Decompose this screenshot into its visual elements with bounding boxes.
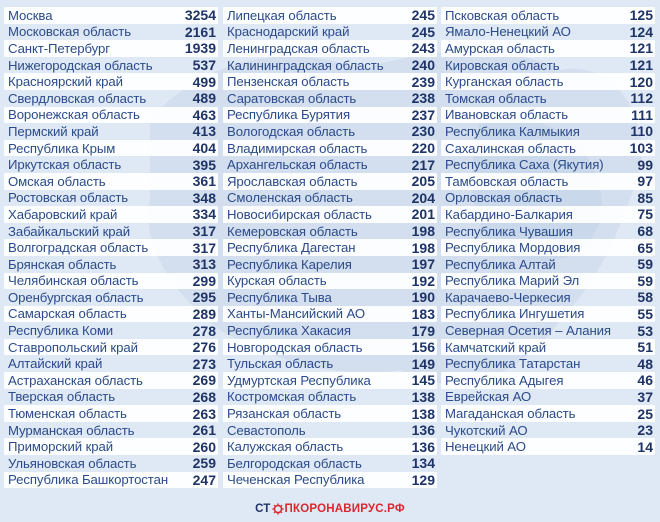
region-value: 237: [411, 106, 435, 123]
region-value: 51: [637, 339, 653, 356]
region-row: [223, 256, 437, 273]
region-row: [4, 40, 218, 57]
region-name: Республика Калмыкия: [445, 123, 580, 139]
region-value: 295: [192, 289, 216, 306]
region-name: Кабардино-Балкария: [445, 206, 573, 222]
region-name: Камчатский край: [445, 339, 546, 355]
region-name: Томская область: [445, 90, 547, 106]
region-name: Ростовская область: [8, 190, 129, 206]
region-row: [223, 40, 437, 57]
region-name: Республика Карелия: [227, 256, 352, 272]
region-name: Чукотский АО: [445, 422, 528, 438]
region-value: 198: [411, 239, 435, 256]
region-name: Орловская область: [445, 190, 563, 206]
region-value: 348: [192, 189, 216, 206]
region-value: 124: [629, 23, 653, 40]
region-name: Воронежская область: [8, 107, 140, 123]
region-value: 85: [637, 189, 653, 206]
region-value: 245: [411, 7, 435, 24]
region-value: 499: [192, 73, 216, 90]
region-value: 217: [411, 156, 435, 173]
region-name: Республика Дагестан: [227, 240, 356, 256]
region-name: Севастополь: [227, 422, 306, 438]
region-value: 278: [192, 322, 216, 339]
region-row: [441, 273, 655, 290]
region-row: [223, 322, 437, 339]
region-value: 197: [411, 256, 435, 273]
region-name: Ивановская область: [445, 107, 568, 123]
region-name: Тверская область: [8, 389, 116, 405]
region-name: Республика Саха (Якутия): [445, 157, 604, 173]
region-name: Калужская область: [227, 439, 344, 455]
footer: [0, 496, 660, 522]
region-value: 55: [637, 305, 653, 322]
region-value: 334: [192, 206, 216, 223]
region-row: [223, 239, 437, 256]
region-name: Пензенская область: [227, 74, 350, 90]
region-row: [223, 206, 437, 223]
region-row: [4, 24, 218, 41]
region-name: Саратовская область: [227, 90, 357, 106]
region-value: 46: [637, 372, 653, 389]
region-value: 260: [192, 438, 216, 455]
region-name: Забайкальский край: [8, 223, 130, 239]
region-name: Магаданская область: [445, 406, 576, 422]
region-value: 99: [637, 156, 653, 173]
region-name: Нижегородская область: [8, 57, 153, 73]
region-value: 261: [192, 422, 216, 439]
region-value: 129: [411, 471, 435, 488]
region-row: [4, 472, 218, 489]
region-name: Краснодарский край: [227, 24, 350, 40]
region-value: 201: [411, 206, 435, 223]
region-value: 103: [629, 140, 653, 157]
region-name: Ханты-Мансийский АО: [227, 306, 366, 322]
region-name: Республика Хакасия: [227, 323, 351, 339]
region-row: [441, 123, 655, 140]
region-row: [441, 40, 655, 57]
region-row: [441, 422, 655, 439]
region-row: [223, 355, 437, 372]
region-row: [4, 223, 218, 240]
region-name: Сахалинская область: [445, 140, 576, 156]
region-row: [4, 339, 218, 356]
region-value: 58: [637, 289, 653, 306]
region-value: 404: [192, 140, 216, 157]
region-row: [441, 206, 655, 223]
region-value: 23: [637, 422, 653, 439]
region-value: 75: [637, 206, 653, 223]
region-value: 120: [629, 73, 653, 90]
region-row: [223, 223, 437, 240]
region-value: 25: [637, 405, 653, 422]
region-row: [223, 57, 437, 74]
region-name: Вологодская область: [227, 123, 355, 139]
region-name: Ульяновская область: [8, 455, 137, 471]
region-row: [441, 372, 655, 389]
region-row: [4, 7, 218, 24]
region-row: [4, 355, 218, 372]
region-row: [223, 422, 437, 439]
region-name: Архангельская область: [227, 157, 368, 173]
region-value: 156: [411, 339, 435, 356]
region-value: 489: [192, 90, 216, 107]
region-name: Республика Бурятия: [227, 107, 350, 123]
region-value: 125: [629, 7, 653, 24]
region-row: [441, 223, 655, 240]
region-row: [223, 306, 437, 323]
region-row: [4, 389, 218, 406]
region-row: [441, 156, 655, 173]
region-name: Иркутская область: [8, 157, 122, 173]
region-row: [223, 455, 437, 472]
region-value: 220: [411, 140, 435, 157]
region-name: Курская область: [227, 273, 327, 289]
region-row: [223, 389, 437, 406]
region-value: 313: [192, 256, 216, 273]
region-row: [441, 306, 655, 323]
region-value: 134: [411, 455, 435, 472]
region-name: Кемеровская область: [227, 223, 358, 239]
region-value: 14: [637, 438, 653, 455]
region-row: [441, 322, 655, 339]
region-name: Новосибирская область: [227, 206, 372, 222]
region-row: [4, 123, 218, 140]
region-value: 299: [192, 272, 216, 289]
region-value: 2161: [184, 23, 216, 40]
region-row: [4, 422, 218, 439]
region-name: Тамбовская область: [445, 173, 569, 189]
region-row: [4, 455, 218, 472]
region-name: Курганская область: [445, 74, 564, 90]
region-value: 230: [411, 123, 435, 140]
region-name: Республика Ингушетия: [445, 306, 585, 322]
region-value: 317: [192, 223, 216, 240]
region-row: [441, 389, 655, 406]
region-row: [441, 289, 655, 306]
region-name: Калининградская область: [227, 57, 384, 73]
region-row: [441, 355, 655, 372]
region-name: Липецкая область: [227, 7, 337, 23]
region-value: 463: [192, 106, 216, 123]
region-value: 395: [192, 156, 216, 173]
region-name: Республика Алтай: [445, 256, 556, 272]
region-name: Новгородская область: [227, 339, 363, 355]
region-row: [4, 273, 218, 290]
region-row: [223, 289, 437, 306]
region-row: [441, 239, 655, 256]
region-value: 239: [411, 73, 435, 90]
region-name: Москва: [8, 7, 53, 23]
region-value: 111: [631, 106, 653, 123]
column-1: [4, 7, 218, 488]
region-name: Свердловская область: [8, 90, 147, 106]
virus-icon: [272, 503, 284, 515]
region-row: [441, 339, 655, 356]
region-name: Северная Осетия – Алания: [445, 323, 611, 339]
region-row: [223, 7, 437, 24]
region-name: Приморский край: [8, 439, 113, 455]
region-row: [223, 372, 437, 389]
region-name: Республика Чувашия: [445, 223, 573, 239]
region-value: 245: [411, 23, 435, 40]
region-row: [223, 90, 437, 107]
region-value: 1939: [184, 40, 216, 57]
region-name: Санкт-Петербург: [8, 40, 110, 56]
region-row: [4, 140, 218, 157]
region-value: 289: [192, 305, 216, 322]
region-name: Тюменская область: [8, 406, 127, 422]
region-name: Омская область: [8, 173, 106, 189]
region-row: [4, 90, 218, 107]
region-name: Республика Башкортостан: [8, 472, 168, 488]
region-name: Республика Коми: [8, 323, 114, 339]
region-name: Ямало-Ненецкий АО: [445, 24, 571, 40]
region-row: [441, 90, 655, 107]
region-row: [223, 123, 437, 140]
region-value: 243: [411, 40, 435, 57]
region-name: Ярославская область: [227, 173, 358, 189]
region-name: Алтайский край: [8, 356, 103, 372]
region-value: 136: [411, 438, 435, 455]
region-name: Республика Тыва: [227, 289, 332, 305]
region-row: [4, 322, 218, 339]
region-value: 263: [192, 405, 216, 422]
region-name: Хабаровский край: [8, 206, 118, 222]
region-name: Республика Марий Эл: [445, 273, 580, 289]
region-name: Рязанская область: [227, 406, 342, 422]
region-name: Волгоградская область: [8, 240, 149, 256]
region-value: 183: [411, 305, 435, 322]
region-value: 3254: [184, 7, 216, 24]
region-value: 268: [192, 388, 216, 405]
region-row: [223, 438, 437, 455]
logo-text-part1: СТ: [255, 503, 271, 515]
region-name: Республика Мордовия: [445, 240, 581, 256]
region-name: Республика Татарстан: [445, 356, 581, 372]
region-value: 121: [629, 40, 653, 57]
region-row: [223, 472, 437, 489]
region-name: Московская область: [8, 24, 131, 40]
region-row: [441, 405, 655, 422]
region-row: [223, 173, 437, 190]
region-value: 121: [629, 57, 653, 74]
region-name: Челябинская область: [8, 273, 139, 289]
region-name: Оренбургская область: [8, 289, 144, 305]
region-row: [4, 239, 218, 256]
region-name: Карачаево-Черкесия: [445, 289, 571, 305]
region-value: 136: [411, 422, 435, 439]
region-value: 205: [411, 173, 435, 190]
stopkoronavirus-logo: [255, 503, 405, 515]
region-name: Ленинградская область: [227, 40, 370, 56]
region-row: [223, 107, 437, 124]
region-value: 238: [411, 90, 435, 107]
region-name: Удмуртская Республика: [227, 372, 371, 388]
region-row: [223, 190, 437, 207]
region-name: Владимирская область: [227, 140, 368, 156]
region-name: Красноярский край: [8, 74, 123, 90]
region-name: Кировская область: [445, 57, 560, 73]
region-value: 247: [192, 471, 216, 488]
column-3: [441, 7, 655, 455]
region-name: Ставропольский край: [8, 339, 138, 355]
region-name: Мурманская область: [8, 422, 135, 438]
region-row: [441, 7, 655, 24]
region-value: 240: [411, 57, 435, 74]
region-name: Псковская область: [445, 7, 560, 23]
region-row: [4, 190, 218, 207]
region-value: 259: [192, 455, 216, 472]
region-row: [223, 273, 437, 290]
region-row: [441, 107, 655, 124]
region-row: [4, 156, 218, 173]
region-row: [223, 339, 437, 356]
region-row: [4, 372, 218, 389]
region-row: [4, 173, 218, 190]
region-value: 112: [630, 90, 653, 107]
region-row: [223, 140, 437, 157]
region-name: Тульская область: [227, 356, 334, 372]
region-value: 190: [411, 289, 435, 306]
region-name: Смоленская область: [227, 190, 353, 206]
region-value: 37: [637, 388, 653, 405]
region-name: Белгородская область: [227, 455, 362, 471]
region-row: [223, 24, 437, 41]
region-row: [441, 57, 655, 74]
region-name: Амурская область: [445, 40, 555, 56]
region-row: [4, 57, 218, 74]
region-value: 145: [411, 372, 435, 389]
region-row: [441, 256, 655, 273]
region-name: Брянская область: [8, 256, 117, 272]
region-value: 317: [192, 239, 216, 256]
region-value: 273: [192, 355, 216, 372]
region-name: Самарская область: [8, 306, 127, 322]
region-row: [441, 73, 655, 90]
region-value: 97: [637, 173, 653, 190]
region-row: [441, 140, 655, 157]
region-value: 413: [192, 123, 216, 140]
region-row: [4, 73, 218, 90]
logo-text-part2: ПКОРОНАВИРУС.РФ: [284, 503, 405, 515]
region-value: 110: [630, 123, 653, 140]
region-value: 138: [411, 388, 435, 405]
region-value: 149: [411, 355, 435, 372]
region-value: 68: [637, 223, 653, 240]
stats-table: [4, 7, 656, 493]
region-value: 192: [411, 272, 435, 289]
region-value: 65: [637, 239, 653, 256]
region-row: [4, 405, 218, 422]
region-value: 361: [192, 173, 216, 190]
region-row: [441, 190, 655, 207]
region-value: 204: [411, 189, 435, 206]
region-value: 59: [637, 256, 653, 273]
region-value: 48: [637, 355, 653, 372]
region-value: 138: [411, 405, 435, 422]
region-name: Костромская область: [227, 389, 357, 405]
region-value: 59: [637, 272, 653, 289]
region-name: Пермский край: [8, 123, 99, 139]
region-value: 276: [192, 339, 216, 356]
region-row: [4, 256, 218, 273]
region-name: Астраханская область: [8, 372, 143, 388]
region-row: [4, 107, 218, 124]
region-name: Республика Адыгея: [445, 372, 564, 388]
region-row: [223, 156, 437, 173]
region-value: 53: [637, 322, 653, 339]
region-row: [4, 206, 218, 223]
region-name: Ненецкий АО: [445, 439, 526, 455]
region-value: 198: [411, 223, 435, 240]
region-row: [223, 73, 437, 90]
region-row: [4, 306, 218, 323]
region-value: 179: [411, 322, 435, 339]
region-row: [223, 405, 437, 422]
region-row: [441, 24, 655, 41]
region-value: 537: [192, 57, 216, 74]
column-2: [223, 7, 437, 488]
region-row: [4, 289, 218, 306]
region-row: [441, 438, 655, 455]
region-row: [4, 438, 218, 455]
region-name: Республика Крым: [8, 140, 116, 156]
region-name: Чеченская Республика: [227, 472, 365, 488]
region-name: Еврейская АО: [445, 389, 532, 405]
region-row: [441, 173, 655, 190]
region-value: 269: [192, 372, 216, 389]
